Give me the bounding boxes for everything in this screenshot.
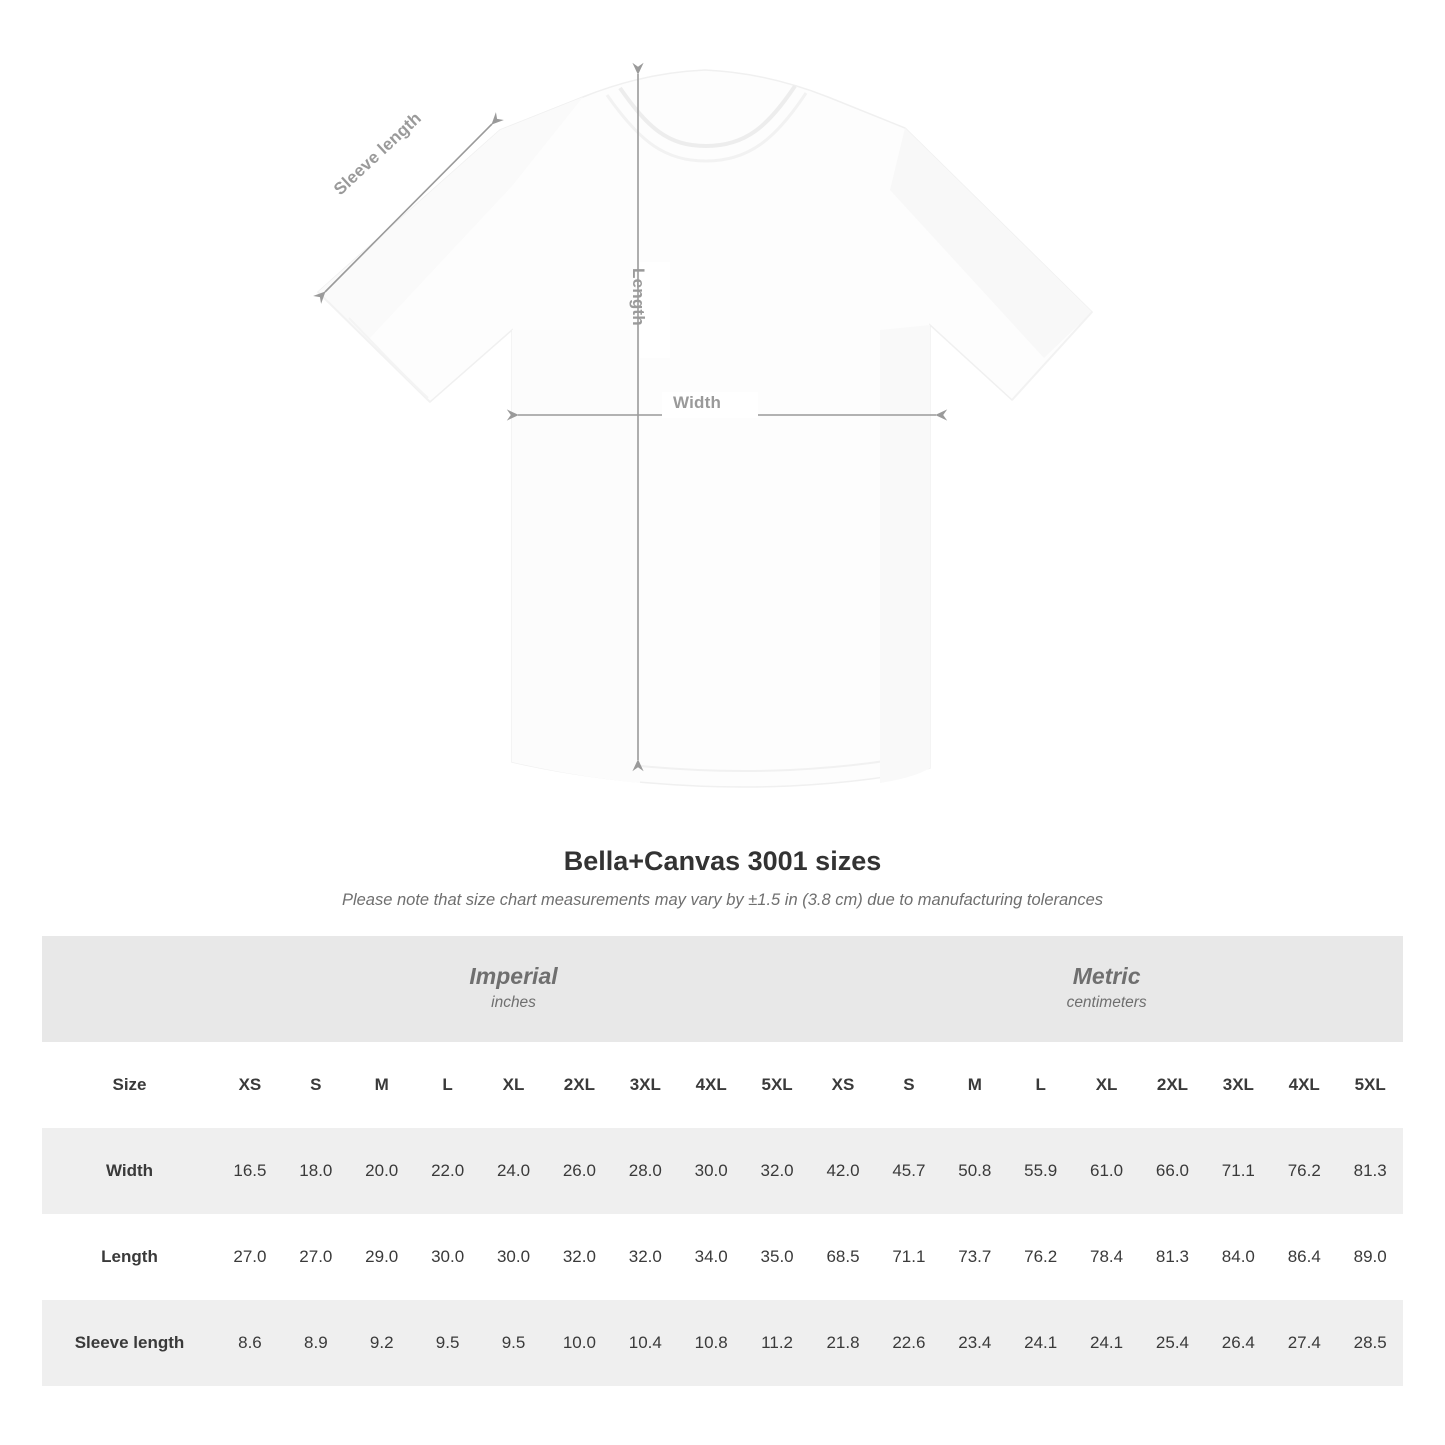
width-metric-xl: 61.0	[1074, 1128, 1140, 1214]
length-imperial-m: 29.0	[349, 1214, 415, 1300]
width-imperial-m: 20.0	[349, 1128, 415, 1214]
length-metric-m: 73.7	[942, 1214, 1008, 1300]
length-metric-xl: 78.4	[1074, 1214, 1140, 1300]
group-header-metric	[810, 936, 1403, 1042]
width-metric-m: 50.8	[942, 1128, 1008, 1214]
sleeve-metric-3xl: 26.4	[1205, 1300, 1271, 1386]
group-metric-unit: centimeters	[1066, 993, 1147, 1011]
col-header-metric-4xl: 4XL	[1271, 1042, 1337, 1128]
col-header-imperial-l: L	[415, 1042, 481, 1128]
width-imperial-3xl: 28.0	[612, 1128, 678, 1214]
row-label-sleeve-length: Sleeve length	[42, 1300, 217, 1386]
col-header-imperial-xs: XS	[217, 1042, 283, 1128]
col-header-metric-xs: XS	[810, 1042, 876, 1128]
width-metric-2xl: 66.0	[1140, 1128, 1206, 1214]
sleeve-imperial-xs: 8.6	[217, 1300, 283, 1386]
sleeve-metric-5xl: 28.5	[1337, 1300, 1403, 1386]
group-imperial-title: Imperial	[469, 963, 558, 990]
width-metric-4xl: 76.2	[1271, 1128, 1337, 1214]
col-header-metric-l: L	[1008, 1042, 1074, 1128]
width-imperial-2xl: 26.0	[546, 1128, 612, 1214]
length-imperial-2xl: 32.0	[546, 1214, 612, 1300]
col-header-imperial-5xl: 5XL	[744, 1042, 810, 1128]
col-header-metric-5xl: 5XL	[1337, 1042, 1403, 1128]
page-title: Bella+Canvas 3001 sizes	[563, 846, 882, 876]
size-table	[42, 936, 1403, 1386]
col-header-imperial-2xl: 2XL	[546, 1042, 612, 1128]
length-metric-5xl: 89.0	[1337, 1214, 1403, 1300]
sleeve-metric-m: 23.4	[942, 1300, 1008, 1386]
width-imperial-s: 18.0	[283, 1128, 349, 1214]
table-header-row	[42, 1042, 1403, 1128]
width-metric-xs: 42.0	[810, 1128, 876, 1214]
col-header-metric-s: S	[876, 1042, 942, 1128]
length-metric-xs: 68.5	[810, 1214, 876, 1300]
group-header-imperial	[217, 936, 810, 1042]
tolerance-note: Please note that size chart measurements may vary by ±1.5 in (3.8 cm) due to manufacturing tolerances	[341, 891, 1104, 909]
length-imperial-3xl: 32.0	[612, 1214, 678, 1300]
width-imperial-xs: 16.5	[217, 1128, 283, 1214]
table-row-width	[42, 1128, 1403, 1214]
sleeve-metric-2xl: 25.4	[1140, 1300, 1206, 1386]
width-imperial-xl: 24.0	[481, 1128, 547, 1214]
header-size-label: Size	[42, 1042, 217, 1128]
sleeve-metric-xs: 21.8	[810, 1300, 876, 1386]
col-header-metric-m: M	[942, 1042, 1008, 1128]
group-row-spacer	[42, 936, 217, 1042]
width-metric-l: 55.9	[1008, 1128, 1074, 1214]
length-label: Length	[629, 268, 648, 326]
col-header-metric-xl: XL	[1074, 1042, 1140, 1128]
width-metric-5xl: 81.3	[1337, 1128, 1403, 1214]
width-imperial-l: 22.0	[415, 1128, 481, 1214]
length-imperial-xl: 30.0	[481, 1214, 547, 1300]
sleeve-metric-xl: 24.1	[1074, 1300, 1140, 1386]
col-header-imperial-s: S	[283, 1042, 349, 1128]
col-header-imperial-4xl: 4XL	[678, 1042, 744, 1128]
col-header-imperial-3xl: 3XL	[612, 1042, 678, 1128]
sleeve-imperial-s: 8.9	[283, 1300, 349, 1386]
tshirt-shape	[318, 70, 1092, 787]
length-metric-4xl: 86.4	[1271, 1214, 1337, 1300]
table-row-length	[42, 1214, 1403, 1300]
length-metric-2xl: 81.3	[1140, 1214, 1206, 1300]
col-header-metric-3xl: 3XL	[1205, 1042, 1271, 1128]
length-metric-s: 71.1	[876, 1214, 942, 1300]
row-label-length: Length	[42, 1214, 217, 1300]
length-imperial-4xl: 34.0	[678, 1214, 744, 1300]
length-imperial-l: 30.0	[415, 1214, 481, 1300]
sleeve-imperial-l: 9.5	[415, 1300, 481, 1386]
unit-group-row	[42, 936, 1403, 1042]
group-metric-title: Metric	[1072, 963, 1141, 990]
col-header-imperial-m: M	[349, 1042, 415, 1128]
width-metric-s: 45.7	[876, 1128, 942, 1214]
table-row-sleeve-length	[42, 1300, 1403, 1386]
sleeve-metric-4xl: 27.4	[1271, 1300, 1337, 1386]
length-imperial-xs: 27.0	[217, 1214, 283, 1300]
sleeve-length-label: Sleeve length	[330, 108, 426, 199]
length-imperial-5xl: 35.0	[744, 1214, 810, 1300]
row-label-width: Width	[42, 1128, 217, 1214]
col-header-metric-2xl: 2XL	[1140, 1042, 1206, 1128]
size-table-wrapper	[42, 936, 1403, 1386]
width-imperial-4xl: 30.0	[678, 1128, 744, 1214]
length-imperial-s: 27.0	[283, 1214, 349, 1300]
length-metric-l: 76.2	[1008, 1214, 1074, 1300]
sleeve-imperial-2xl: 10.0	[546, 1300, 612, 1386]
sleeve-imperial-4xl: 10.8	[678, 1300, 744, 1386]
sleeve-imperial-xl: 9.5	[481, 1300, 547, 1386]
width-label: Width	[673, 393, 722, 412]
group-imperial-unit: inches	[491, 993, 536, 1011]
sleeve-imperial-m: 9.2	[349, 1300, 415, 1386]
width-imperial-5xl: 32.0	[744, 1128, 810, 1214]
length-metric-3xl: 84.0	[1205, 1214, 1271, 1300]
sleeve-metric-l: 24.1	[1008, 1300, 1074, 1386]
title-block	[0, 846, 1445, 910]
sleeve-imperial-3xl: 10.4	[612, 1300, 678, 1386]
sleeve-metric-s: 22.6	[876, 1300, 942, 1386]
col-header-imperial-xl: XL	[481, 1042, 547, 1128]
width-metric-3xl: 71.1	[1205, 1128, 1271, 1214]
sleeve-imperial-5xl: 11.2	[744, 1300, 810, 1386]
